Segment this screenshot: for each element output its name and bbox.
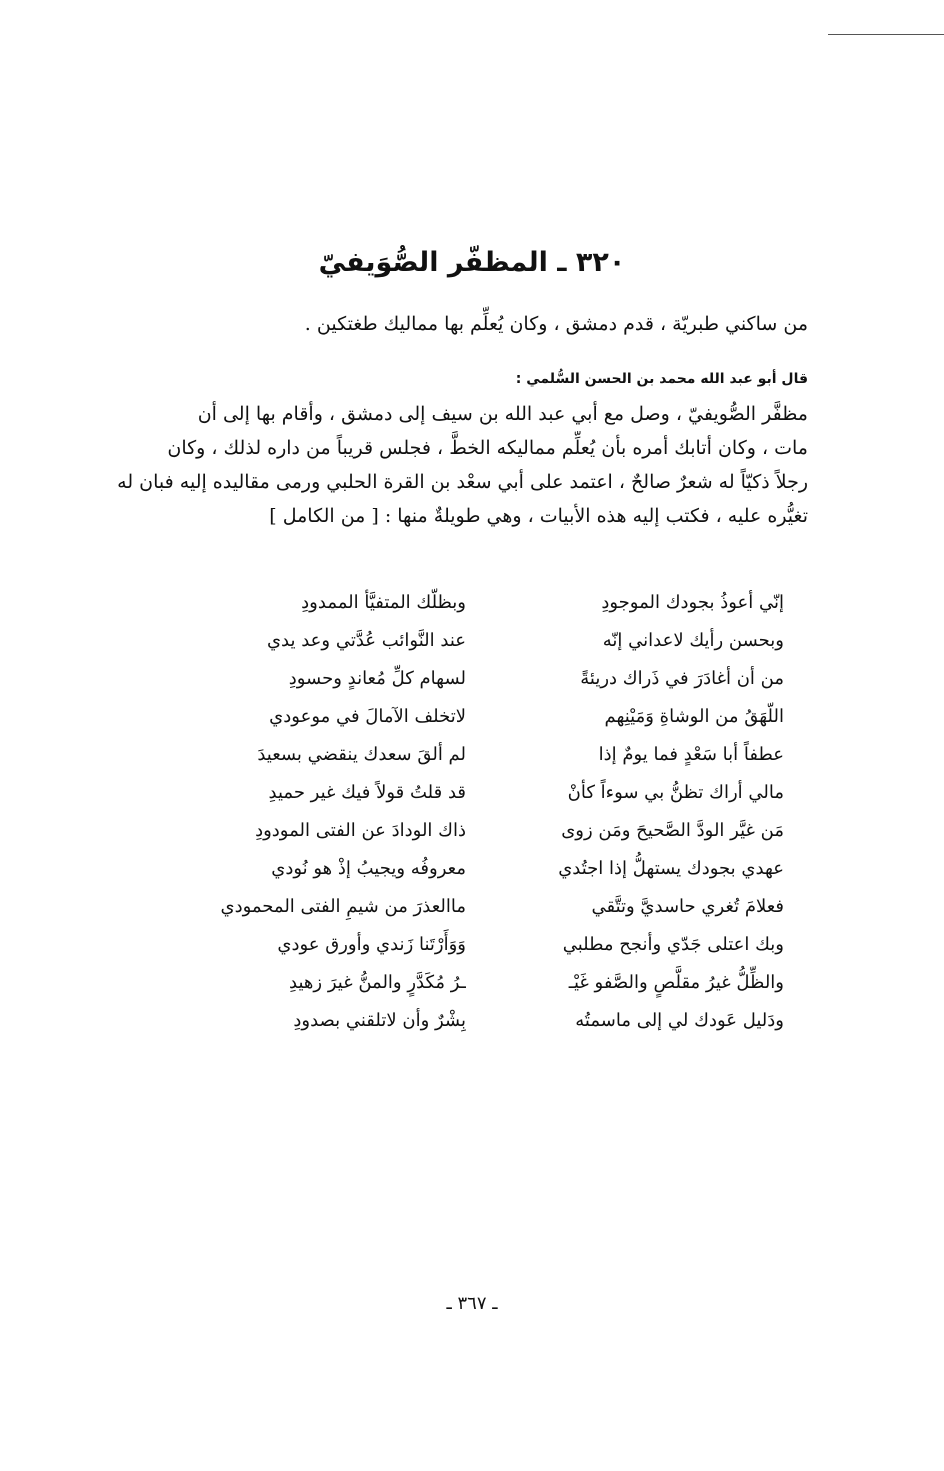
verse (180, 888, 784, 926)
entry-intro: من ساكني طبريّة ، قدم دمشق ، وكان يُعلِّم بها مماليك طغتكين . (304, 313, 808, 335)
verse-first-hemistich: مالي أراك تظنُّ بي سوءاً كأنْ (567, 782, 784, 803)
poem (180, 584, 784, 1040)
verse-first-hemistich: ودَليل عَودك لي إلى ماسمتُه (575, 1010, 784, 1031)
verse-second-hemistich: لم ألقَ سعدك ينقضي بسعيدَ (257, 744, 466, 765)
verse-first-hemistich: وبحسن رأيك لاعداني إنّه (602, 630, 784, 651)
biography-line: مات ، وكان أتابك أمره بأن يُعلِّم مماليكه الخطَّ ، فجلس قريباً من داره لذلك ، وكان (167, 437, 808, 459)
entry-title: ٣٢٠ ـ المظفّر الصُّوَيفيّ (318, 247, 626, 278)
verse-first-hemistich: إنّي أعوذُ بجودك الموجودِ (601, 592, 784, 613)
verse-second-hemistich: لسهام كلِّ مُعاندٍ وحسودِ (288, 668, 466, 689)
verse (180, 698, 784, 736)
verse (180, 850, 784, 888)
source-attribution: قال أبو عبد الله محمد بن الحسن السُّلمي : (515, 371, 808, 387)
verse (180, 584, 784, 622)
verse-first-hemistich: فعلامَ تُغري حاسديَّ وتتَّقي (591, 896, 784, 917)
verse-second-hemistich: عند النَّوائب عُدَّتي وعد يدي (266, 630, 466, 651)
verse-second-hemistich: معروفُه ويجيبُ إذْ هو نُودي (271, 858, 466, 879)
verse-second-hemistich: لاتخلف الآمالَ في موعودي (269, 706, 466, 727)
page-number: ـ ٣٦٧ ـ (446, 1293, 498, 1314)
verse (180, 660, 784, 698)
verse-first-hemistich: عطفاً أبا سَعْدٍ فما يومٌ إذا (598, 744, 784, 765)
verse-second-hemistich: بِشْرٌ وأن لاتلقني بصدودِ (293, 1010, 466, 1031)
biography-line: تغيُّره عليه ، فكتب إليه هذه الأبيات ، وهي طويلةٌ منها : [ من الكامل ] (269, 505, 808, 527)
verse-second-hemistich: وبظلّك المتفيَّأ الممدودِ (301, 592, 466, 613)
verse-first-hemistich: اللّهَقُ من الوشاةِ وَمَيْنِهم (604, 706, 784, 727)
verse-second-hemistich: وَوَأَرْتَنا زَندي وأورق عودي (277, 934, 466, 955)
biography-paragraph (108, 397, 808, 533)
verse (180, 1002, 784, 1040)
top-rule (828, 34, 944, 35)
verse-second-hemistich: ماالعذرَ من شيمِ الفتى المحمودي (220, 896, 466, 917)
verse-second-hemistich: ذاك الودادَ عن الفتى المودودِ (255, 820, 466, 841)
verse-first-hemistich: من أن أغادَرَ في ذَراك دريئةً (580, 668, 784, 689)
verse-first-hemistich: والظِّلُّ غيرُ مقلَّصٍ والصَّفو غَيْـ (568, 972, 784, 993)
verse-first-hemistich: عهدي بجودك يستهلُّ إذا اجتُدي (558, 858, 784, 879)
biography-line: مظفَّر الصُّويفيّ ، وصل مع أبي عبد الله بن سيف إلى دمشق ، وأقام بها إلى أن (197, 403, 808, 425)
verse (180, 622, 784, 660)
verse-second-hemistich: قد قلتُ قولاً فيك غير حميدِ (268, 782, 466, 803)
verse (180, 926, 784, 964)
verse-first-hemistich: مَن غيَّر الودَّ الصَّحيحَ ومَن زوى (561, 820, 784, 841)
verse-second-hemistich: ـرُ مُكَدَّرٍ والمنُّ غيرَ زهيدِ (289, 972, 466, 993)
verse (180, 774, 784, 812)
verse (180, 736, 784, 774)
biography-line: رجلاً ذكيّاً له شعرٌ صالحٌ ، اعتمد على أبي سعْد بن القرة الحلبي ورمى مقاليده إليه فبان له (117, 471, 808, 493)
verse (180, 964, 784, 1002)
verse (180, 812, 784, 850)
verse-first-hemistich: وبك اعتلى جَدّي وأنجح مطلبي (562, 934, 784, 955)
